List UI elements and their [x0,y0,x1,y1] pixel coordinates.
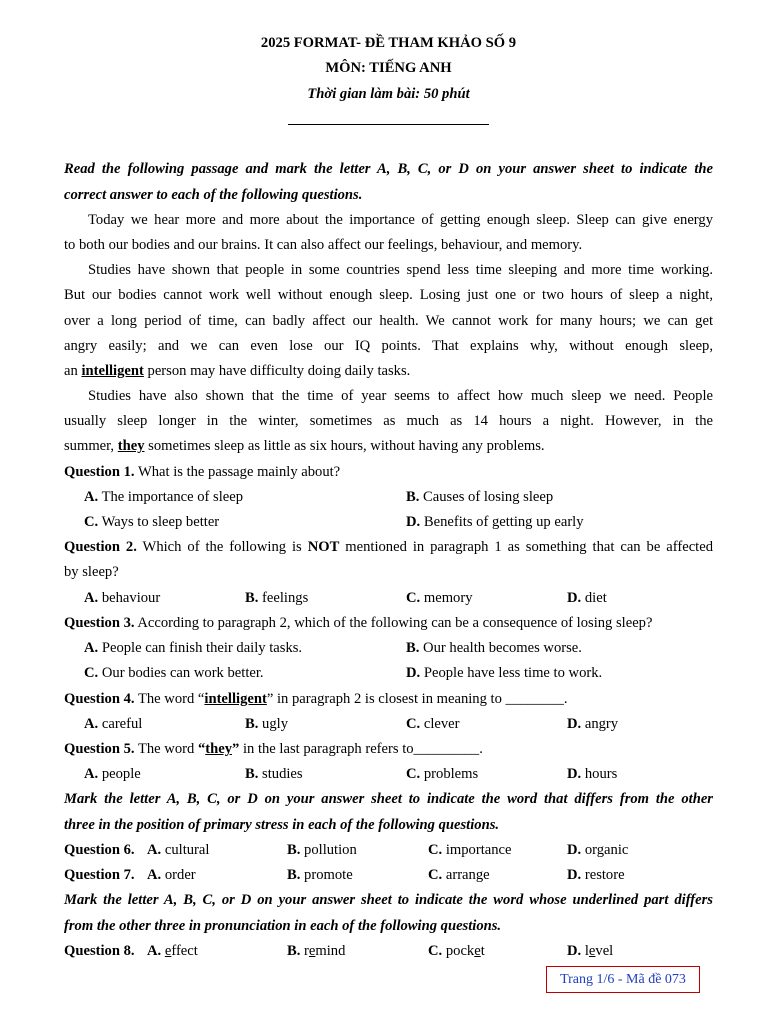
q8-option-c[interactable]: C. pocket [428,943,485,959]
instruction-stress-line2: three in the position of primary stress in each of the following questions. [64,817,500,833]
q1-option-b[interactable]: B. Causes of losing sleep [406,489,554,505]
q8-option-a[interactable]: A. effect [147,943,198,959]
q5-option-b[interactable]: B. studies [245,766,303,782]
q2-option-a[interactable]: A. behaviour [84,590,161,606]
question-1 [64,463,713,481]
q5-option-a[interactable]: A. people [84,766,141,782]
q2-option-d[interactable]: D. diet [567,590,607,606]
q1-option-c[interactable]: C. Ways to sleep better [84,514,220,530]
q3-option-d[interactable]: D. People have less time to work. [406,665,603,681]
instruction-pronunciation-line1: Mark the letter A, B, C, or D on your answer sheet to indicate the word whose underlined part differs [64,892,713,908]
q6-option-d[interactable]: D. organic [567,842,629,858]
q5-option-c[interactable]: C. problems [406,766,479,782]
question-8-label: Question 8. [64,943,135,959]
instruction-reading-line1: Read the following passage and mark the letter A, B, C, or D on your answer sheet to indicate the [64,161,713,177]
question-label: Question 3. [64,615,135,631]
q4-option-a[interactable]: A. careful [84,716,143,732]
question-4: Question 4. The word “intelligent” in paragraph 2 is closest in meaning to ________. [64,691,568,707]
passage-p3-line1: Studies have also shown that the time of year seems to affect how much sleep we need. People [88,388,713,404]
question-label: Question 5. [64,741,135,757]
question-6-label: Question 6. [64,842,135,858]
passage-p2-line5 [64,362,713,380]
question-7-label: Question 7. [64,867,135,883]
q7-option-a[interactable]: A. order [147,867,196,883]
q6-option-b[interactable]: B. pollution [287,842,357,858]
question-text: What is the passage mainly about? [137,464,341,480]
question-label: Question 1. [64,464,135,480]
q3-option-c[interactable]: C. Our bodies can work better. [84,665,264,681]
passage-p2-line2: But our bodies cannot work well without enough sleep. Losing just one or two hours of sleep a night, [64,287,713,303]
passage-p2-line3: over a long period of time, can badly affect our health. We cannot work for many hours; we can get [64,313,713,329]
q4-option-d[interactable]: D. angry [567,716,619,732]
quoted-word-intelligent: intelligent [204,691,267,707]
highlighted-word-they: they [117,438,145,454]
passage-text: an [64,363,78,379]
passage-text: sometimes sleep as little as six hours, without having any problems. [148,438,545,454]
q7-option-d[interactable]: D. restore [567,867,625,883]
q6-option-c[interactable]: C. importance [428,842,512,858]
passage-p1-line2: to both our bodies and our brains. It can also affect our feelings, behaviour, and memory. [64,237,583,253]
q7-option-c[interactable]: C. arrange [428,867,490,883]
exam-title: 2025 FORMAT- ĐỀ THAM KHẢO SỐ 9 [260,35,517,51]
passage-p1-line1: Today we hear more and more about the importance of getting enough sleep. Sleep can give energy [88,212,713,228]
passage-p2-line1: Studies have shown that people in some countries spend less time sleeping and more time working. [88,262,713,278]
q6-option-a[interactable]: A. cultural [147,842,210,858]
page-number: Trang 1/6 - Mã đề 073 [560,971,686,987]
passage-p2-line4: angry easily; and we can even lose our IQ points. That explains why, without enough sleep, [64,338,713,354]
passage-text: summer, [64,438,115,454]
header-divider [288,124,489,125]
question-label: Question 2. [64,539,137,555]
question-3 [64,614,713,632]
q8-option-d[interactable]: D. level [567,943,614,959]
q3-option-b[interactable]: B. Our health becomes worse. [406,640,582,656]
instruction-pronunciation-line2: from the other three in pronunciation in each of the following questions. [64,918,502,934]
passage-text: person may have difficulty doing daily tasks. [147,363,411,379]
underlined-sound: e [308,943,316,959]
question-2: Question 2. Which of the following is NOT mentioned in paragraph 1 as something that can be affected [64,539,714,555]
highlighted-word-intelligent: intelligent [81,363,144,379]
underlined-sound: e [588,943,596,959]
q2-option-b[interactable]: B. feelings [245,590,309,606]
passage-p3-line2: usually sleep longer in the winter, sometimes as much as 14 hours a night. However, in the [64,413,713,429]
q8-option-b[interactable]: B. remind [287,943,346,959]
time-limit: Thời gian làm bài: 50 phút [307,86,470,102]
page-footer-box [546,966,700,993]
underlined-sound: e [474,943,481,959]
q1-option-d[interactable]: D. Benefits of getting up early [406,514,584,530]
q4-option-b[interactable]: B. ugly [245,716,288,732]
q7-option-b[interactable]: B. promote [287,867,353,883]
question-2-cont: by sleep? [64,564,119,580]
instruction-stress-line1: Mark the letter A, B, C, or D on your answer sheet to indicate the word that differs from the other [64,791,713,807]
quoted-word-they: they [205,741,232,757]
passage-p3-line3 [64,437,713,455]
q2-option-c[interactable]: C. memory [406,590,473,606]
q3-option-a[interactable]: A. People can finish their daily tasks. [84,640,303,656]
underlined-sound: e [164,943,172,959]
subject-title: MÔN: TIẾNG ANH [325,60,452,76]
question-text: According to paragraph 2, which of the following can be a consequence of losing sleep? [137,615,653,631]
q1-option-a[interactable]: A. The importance of sleep [84,489,244,505]
q4-option-c[interactable]: C. clever [406,716,460,732]
instruction-reading-line2: correct answer to each of the following questions. [64,187,363,203]
question-label: Question 4. [64,691,135,707]
q5-option-d[interactable]: D. hours [567,766,618,782]
question-5: Question 5. The word “they” in the last paragraph refers to_________. [64,741,483,757]
not-emphasis: NOT [307,539,340,555]
